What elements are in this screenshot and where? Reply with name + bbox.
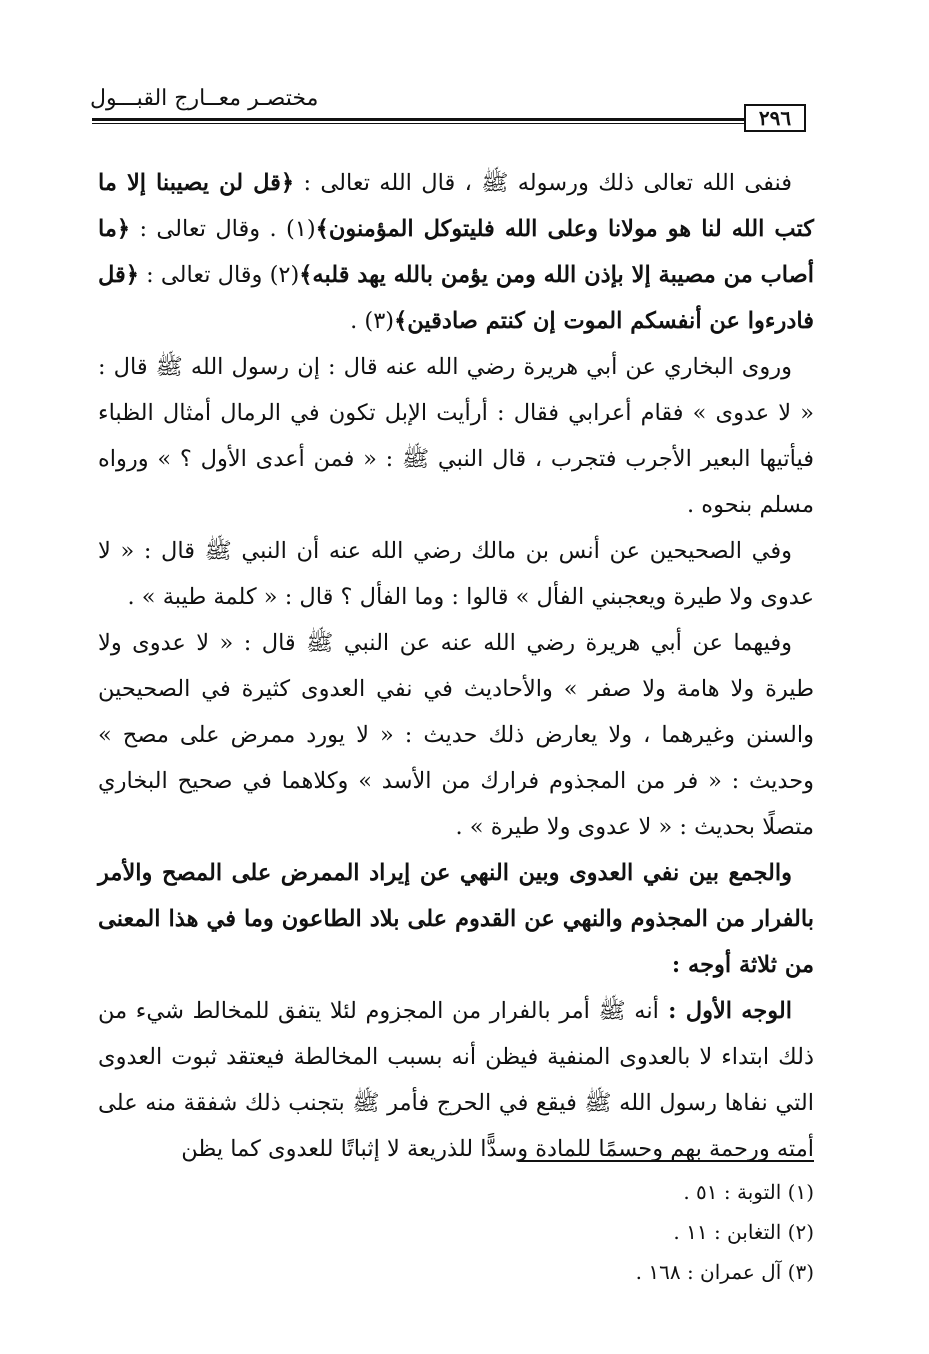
running-header-title: مختصـر معــارج القبـــول xyxy=(90,86,319,111)
paragraph xyxy=(98,344,814,528)
paragraph xyxy=(98,160,814,344)
text-run: (٢) وقال تعالى : xyxy=(138,262,300,288)
paragraph xyxy=(98,528,814,620)
footnote-2: (٢) التغابن : ١١ . xyxy=(673,1220,814,1244)
main-text xyxy=(98,160,814,1172)
footnote-3: (٣) آل عمران : ١٦٨ . xyxy=(635,1260,814,1284)
emphasized-text: ﴿قل فادرءوا عن أنفسكم الموت إن كنتم صادقين﴾ xyxy=(98,262,814,334)
text-run: (٣) . xyxy=(350,308,395,334)
text-run: وروى البخاري عن أبي هريرة رضي الله عنه قال : إن رسول الله ﷺ قال : « لا عدوى » فقام أعرابي فقال : أرأيت الإبل تكون في الرمال أمثال الظباء فيأتيها البعير الأجرب فتجرب ، قال النبي ﷺ : « فمن أعدى الأول ؟ » ورواه مسلم بنحوه . xyxy=(98,354,814,518)
emphasized-text: ﴿ما أصاب من مصيبة إلا بإذن الله ومن يؤمن بالله يهد قلبه﴾ xyxy=(98,216,814,288)
text-run: (١) . وقال تعالى : xyxy=(130,216,316,242)
emphasized-text: الوجه الأول : xyxy=(658,998,793,1024)
footnote-1: (١) التوبة : ٥١ . xyxy=(683,1180,814,1204)
text-run: فنفى الله تعالى ذلك ورسوله ﷺ ، قال الله تعالى : xyxy=(294,170,792,196)
paragraph xyxy=(98,620,814,850)
footnote-separator xyxy=(518,1160,814,1162)
emphasized-text: ﴿قل لن يصيبنا إلا ما كتب الله لنا هو مولانا وعلى الله فليتوكل المؤمنون﴾ xyxy=(98,170,814,242)
header-rule xyxy=(92,118,744,121)
text-run: أنه ﷺ أمر بالفرار من المجزوم لئلا يتفق للمخالط شيء من ذلك ابتداء لا بالعدوى المنفية فيظن أنه بسبب المخالطة فيعتقد ثبوت العدوى التي نفاها رسول الله ﷺ فيقع في الحرج فأمر ﷺ بتجنب ذلك شفقة منه على أمته ورحمة بهم وحسمًا للمادة وسدًّا للذريعة لا إثباتًا للعدوى كما يظن xyxy=(98,998,814,1162)
header-rule-thin xyxy=(92,123,744,124)
text-run: وفيهما عن أبي هريرة رضي الله عنه عن النبي ﷺ قال : « لا عدوى ولا طيرة ولا هامة ولا صفر » والأحاديث في نفي العدوى كثيرة في الصحيحين والسنن وغيرهما ، ولا يعارض ذلك حديث : « لا يورد ممرض على مصح » وحديث : « فر من المجذوم فرارك من الأسد » وكلاهما في صحيح البخاري متصلًا بحديث : « لا عدوى ولا طيرة » . xyxy=(98,630,814,840)
footnotes xyxy=(430,1172,814,1292)
paragraph xyxy=(98,850,814,988)
text-run: والجمع بين نفي العدوى وبين النهي عن إيراد الممرض على المصح والأمر بالفرار من المجذوم والنهي عن القدوم على بلاد الطاعون وما في هذا المعنى من ثلاثة أوجه : xyxy=(98,860,814,978)
paragraph xyxy=(98,988,814,1172)
text-run: وفي الصحيحين عن أنس بن مالك رضي الله عنه أن النبي ﷺ قال : « لا عدوى ولا طيرة ويعجبني الفأل » قالوا : وما الفأل ؟ قال : « كلمة طيبة » . xyxy=(98,538,814,610)
page-number: ٢٩٦ xyxy=(744,104,806,132)
